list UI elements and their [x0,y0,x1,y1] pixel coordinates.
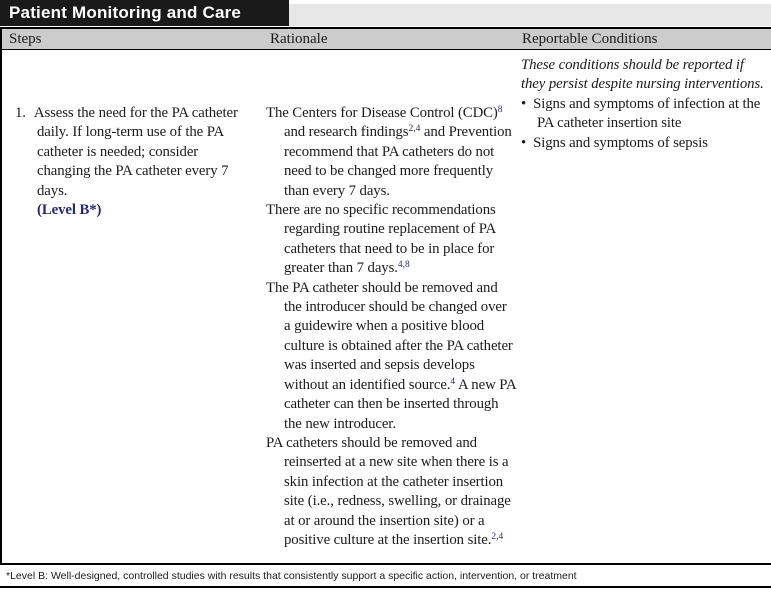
title-bar [0,0,771,26]
step-number: 1. [15,105,26,121]
bullet-icon: • [521,95,527,112]
page-title: Patient Monitoring and Care [0,0,289,26]
text-segment: A new PA catheter can then be inserted through the new introducer. [284,376,516,432]
reference-superscript: 2,4 [491,531,504,542]
bullet-icon: • [521,134,527,151]
column-header-reportable: Reportable Conditions [522,30,658,47]
text-segment: The PA catheter should be removed and the introducer should be changed over a guidewire when a positive blood culture is obtained after the PA catheter was inserted and sepsis develops without an identified source. [266,279,513,393]
rationale-paragraph [266,104,516,201]
steps-column [2,50,258,563]
table [0,27,771,563]
text-segment: There are no specific recommendations regarding routine replacement of PA catheters that need to be in place for greater than 7 days. [266,202,496,277]
reportable-intro: These conditions should be reported if they persist despite nursing interventions. [521,57,764,93]
table-header-row [2,27,771,50]
column-header-steps: Steps [9,30,42,47]
rationale-paragraph [266,279,516,434]
reference-superscript: 4,8 [397,260,410,271]
rationale-column [258,50,518,563]
bullet-text: Signs and symptoms of sepsis [533,134,708,151]
footnote-text: *Level B: Well-designed, controlled studies with results that consistently support a specific action, intervention, or treatment [6,569,577,582]
footnote-bar [0,563,771,588]
text-segment: PA catheters should be removed and reinserted at a new site when there is a skin infection at the catheter insertion site (i.e., redness, swelling, or drainage at or around the insertion site) or a positive culture at the insertion site. [266,434,511,548]
text-segment: and research findings [284,124,409,141]
text-segment: The Centers for Disease Control (CDC) [266,105,498,121]
rationale-paragraph [266,201,516,279]
reference-superscript: 8 [497,105,503,115]
bullet-text: Signs and symptoms of infection at the PA catheter insertion site [533,95,761,132]
title-bar-band [289,4,771,26]
list-item [521,95,765,134]
table-body [2,50,771,563]
text-segment: and Prevention recommend that PA catheters do not need to be changed more frequently than every 7 days. [284,124,512,199]
column-header-rationale: Rationale [270,30,328,47]
evidence-level-label: (Level B*) [37,202,102,219]
step-text: Assess the need for the PA catheter daily. If long-term use of the PA catheter is needed; consider changing the PA catheter every 7 days. [33,105,238,199]
list-item [521,134,765,153]
step-item [15,104,254,220]
reference-superscript: 4 [450,376,456,387]
reference-superscript: 2,4 [408,124,421,135]
rationale-paragraph [266,434,516,550]
reportable-conditions-column [518,50,771,563]
